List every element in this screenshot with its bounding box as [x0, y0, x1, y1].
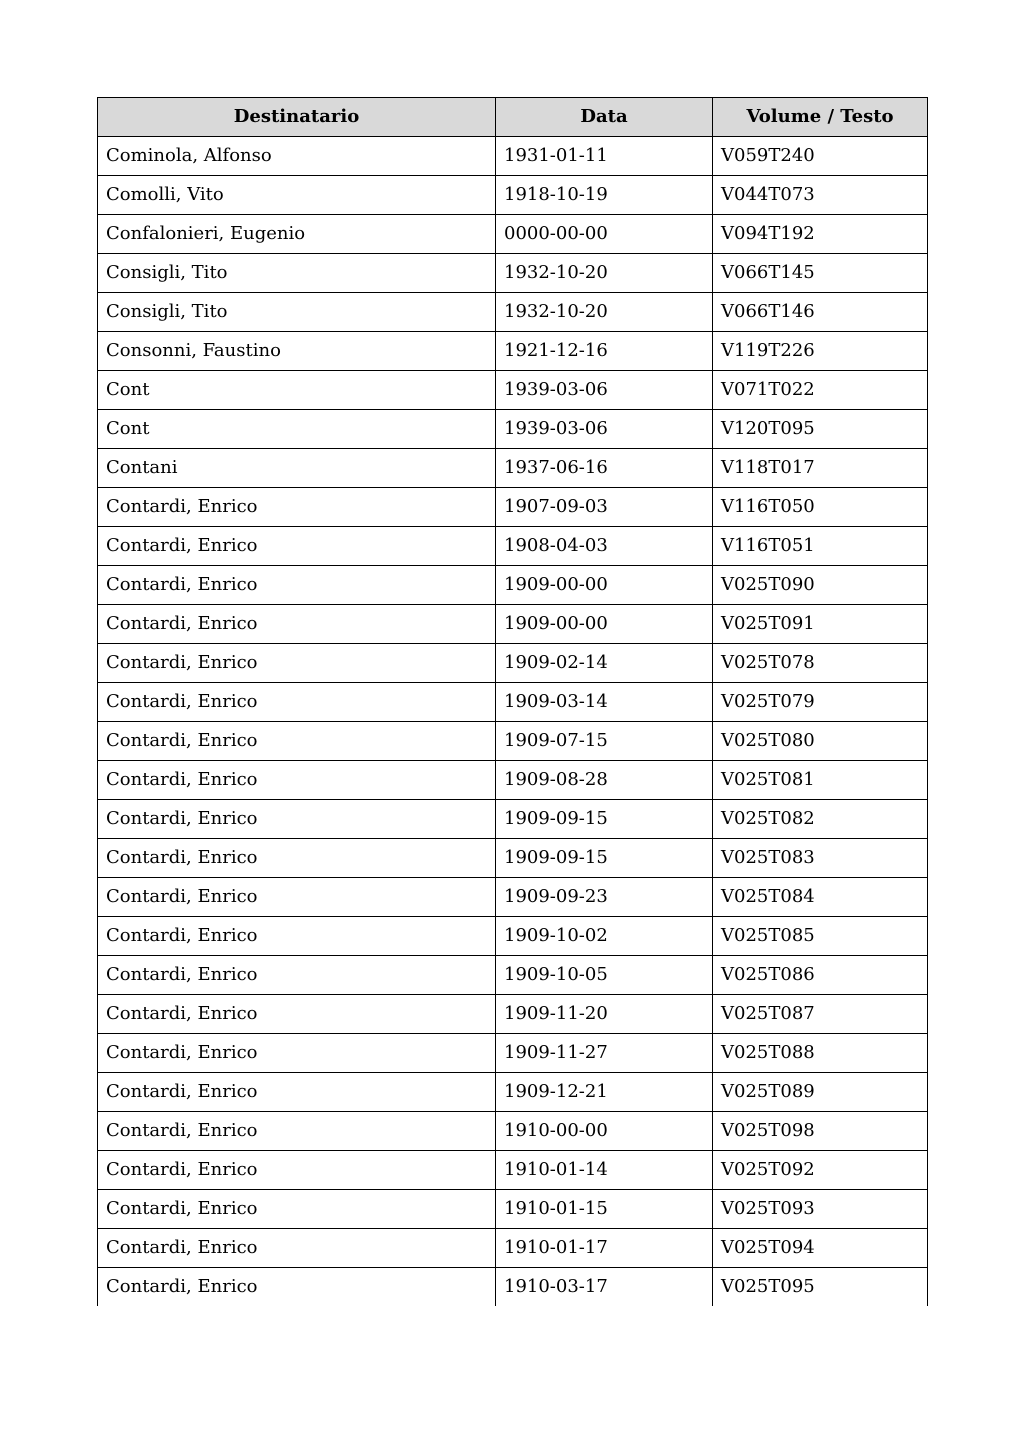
cell-volume-testo: V025T090: [713, 566, 928, 605]
table-row: [98, 410, 928, 449]
table-row: [98, 761, 928, 800]
header-row: [98, 98, 928, 137]
cell-volume-testo: V025T086: [713, 956, 928, 995]
cell-data: 1932-10-20: [496, 293, 713, 332]
cell-data: 1909-07-15: [496, 722, 713, 761]
table-row: [98, 254, 928, 293]
cell-destinatario: Contardi, Enrico: [98, 917, 496, 956]
cell-destinatario: Consonni, Faustino: [98, 332, 496, 371]
cell-data: 1909-00-00: [496, 605, 713, 644]
table-row: [98, 215, 928, 254]
cell-volume-testo: V118T017: [713, 449, 928, 488]
cell-destinatario: Contardi, Enrico: [98, 1151, 496, 1190]
cell-destinatario: Contardi, Enrico: [98, 1112, 496, 1151]
column-header-volume-testo: Volume / Testo: [713, 98, 928, 137]
cell-data: 1939-03-06: [496, 371, 713, 410]
cell-destinatario: Contardi, Enrico: [98, 1268, 496, 1307]
table-row: [98, 1034, 928, 1073]
cell-data: 1909-10-02: [496, 917, 713, 956]
cell-data: 1910-01-14: [496, 1151, 713, 1190]
cell-data: 1909-00-00: [496, 566, 713, 605]
cell-volume-testo: V120T095: [713, 410, 928, 449]
cell-destinatario: Cont: [98, 410, 496, 449]
cell-volume-testo: V116T051: [713, 527, 928, 566]
cell-volume-testo: V071T022: [713, 371, 928, 410]
cell-volume-testo: V025T095: [713, 1268, 928, 1307]
cell-destinatario: Contardi, Enrico: [98, 527, 496, 566]
table-row: [98, 1268, 928, 1307]
cell-destinatario: Contardi, Enrico: [98, 878, 496, 917]
table-row: [98, 449, 928, 488]
cell-destinatario: Contardi, Enrico: [98, 1190, 496, 1229]
cell-destinatario: Contardi, Enrico: [98, 1073, 496, 1112]
cell-destinatario: Contardi, Enrico: [98, 800, 496, 839]
cell-destinatario: Contardi, Enrico: [98, 1229, 496, 1268]
cell-volume-testo: V025T079: [713, 683, 928, 722]
cell-volume-testo: V025T087: [713, 995, 928, 1034]
table-header: [98, 98, 928, 137]
column-header-data: Data: [496, 98, 713, 137]
cell-destinatario: Contardi, Enrico: [98, 566, 496, 605]
cell-volume-testo: V116T050: [713, 488, 928, 527]
table-row: [98, 683, 928, 722]
cell-volume-testo: V025T091: [713, 605, 928, 644]
cell-destinatario: Contardi, Enrico: [98, 1034, 496, 1073]
cell-volume-testo: V025T078: [713, 644, 928, 683]
letters-table: [97, 97, 928, 1306]
cell-volume-testo: V025T084: [713, 878, 928, 917]
cell-volume-testo: V025T094: [713, 1229, 928, 1268]
cell-volume-testo: V025T083: [713, 839, 928, 878]
cell-data: 1910-01-17: [496, 1229, 713, 1268]
cell-volume-testo: V025T089: [713, 1073, 928, 1112]
cell-volume-testo: V025T080: [713, 722, 928, 761]
table-row: [98, 293, 928, 332]
cell-volume-testo: V025T093: [713, 1190, 928, 1229]
table-row: [98, 956, 928, 995]
cell-data: 1910-00-00: [496, 1112, 713, 1151]
table-row: [98, 605, 928, 644]
cell-volume-testo: V025T082: [713, 800, 928, 839]
cell-data: 1939-03-06: [496, 410, 713, 449]
table-row: [98, 1073, 928, 1112]
cell-volume-testo: V066T146: [713, 293, 928, 332]
cell-data: 1909-12-21: [496, 1073, 713, 1112]
cell-data: 1910-01-15: [496, 1190, 713, 1229]
table-row: [98, 995, 928, 1034]
cell-data: 1932-10-20: [496, 254, 713, 293]
cell-volume-testo: V119T226: [713, 332, 928, 371]
table-row: [98, 566, 928, 605]
cell-data: 1931-01-11: [496, 137, 713, 176]
cell-data: 1909-11-27: [496, 1034, 713, 1073]
table-row: [98, 644, 928, 683]
table-row: [98, 332, 928, 371]
cell-destinatario: Consigli, Tito: [98, 293, 496, 332]
cell-data: 1909-09-23: [496, 878, 713, 917]
cell-data: 1921-12-16: [496, 332, 713, 371]
cell-volume-testo: V025T092: [713, 1151, 928, 1190]
cell-destinatario: Comolli, Vito: [98, 176, 496, 215]
table-row: [98, 917, 928, 956]
cell-destinatario: Consigli, Tito: [98, 254, 496, 293]
cell-destinatario: Contardi, Enrico: [98, 956, 496, 995]
cell-data: 1909-09-15: [496, 839, 713, 878]
cell-data: 1937-06-16: [496, 449, 713, 488]
cell-destinatario: Contardi, Enrico: [98, 722, 496, 761]
cell-data: 1909-10-05: [496, 956, 713, 995]
cell-data: 1909-03-14: [496, 683, 713, 722]
cell-data: 0000-00-00: [496, 215, 713, 254]
cell-data: 1909-02-14: [496, 644, 713, 683]
cell-destinatario: Contani: [98, 449, 496, 488]
cell-volume-testo: V025T081: [713, 761, 928, 800]
table-row: [98, 722, 928, 761]
table-row: [98, 176, 928, 215]
cell-destinatario: Contardi, Enrico: [98, 761, 496, 800]
table-row: [98, 488, 928, 527]
cell-data: 1909-08-28: [496, 761, 713, 800]
table-row: [98, 137, 928, 176]
table-body: [98, 137, 928, 1307]
table-row: [98, 878, 928, 917]
table-row: [98, 371, 928, 410]
cell-data: 1908-04-03: [496, 527, 713, 566]
cell-data: 1909-09-15: [496, 800, 713, 839]
table-row: [98, 1151, 928, 1190]
table-row: [98, 527, 928, 566]
table-row: [98, 1229, 928, 1268]
cell-destinatario: Contardi, Enrico: [98, 644, 496, 683]
table-row: [98, 839, 928, 878]
cell-destinatario: Contardi, Enrico: [98, 683, 496, 722]
cell-data: 1910-03-17: [496, 1268, 713, 1307]
cell-destinatario: Cont: [98, 371, 496, 410]
cell-destinatario: Contardi, Enrico: [98, 995, 496, 1034]
cell-data: 1907-09-03: [496, 488, 713, 527]
cell-data: 1918-10-19: [496, 176, 713, 215]
cell-volume-testo: V059T240: [713, 137, 928, 176]
cell-destinatario: Confalonieri, Eugenio: [98, 215, 496, 254]
table-row: [98, 800, 928, 839]
cell-destinatario: Contardi, Enrico: [98, 488, 496, 527]
table-row: [98, 1112, 928, 1151]
column-header-destinatario: Destinatario: [98, 98, 496, 137]
cell-volume-testo: V025T088: [713, 1034, 928, 1073]
cell-volume-testo: V094T192: [713, 215, 928, 254]
cell-destinatario: Contardi, Enrico: [98, 605, 496, 644]
cell-volume-testo: V066T145: [713, 254, 928, 293]
cell-volume-testo: V025T085: [713, 917, 928, 956]
cell-data: 1909-11-20: [496, 995, 713, 1034]
table-row: [98, 1190, 928, 1229]
cell-destinatario: Cominola, Alfonso: [98, 137, 496, 176]
cell-volume-testo: V025T098: [713, 1112, 928, 1151]
letters-table-container: [97, 97, 927, 1306]
cell-destinatario: Contardi, Enrico: [98, 839, 496, 878]
cell-volume-testo: V044T073: [713, 176, 928, 215]
